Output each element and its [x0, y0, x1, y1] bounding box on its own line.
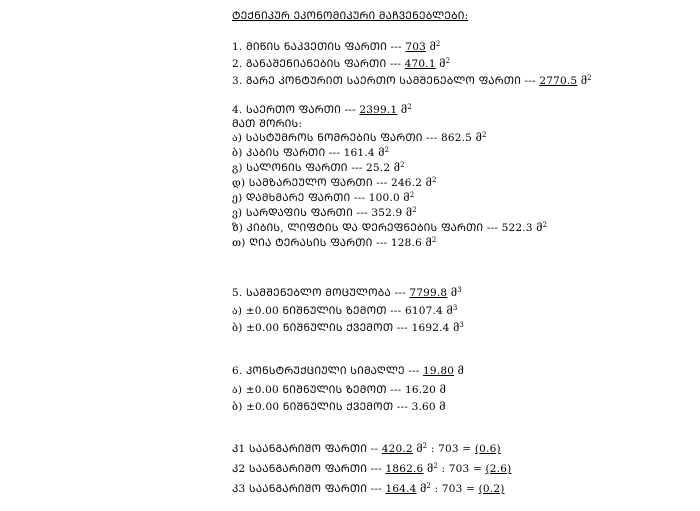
area-line	[232, 58, 450, 70]
unit: მ	[453, 322, 460, 334]
coefficient-label: Კ1 ᲡᲐᲐᲜᲒᲐᲠᲘᲨᲝ ᲤᲐᲠᲗᲘ --	[232, 443, 379, 455]
height-item-value: 16.20	[404, 384, 437, 396]
breakdown-line	[232, 162, 405, 174]
volume-item-value: 1692.4	[411, 322, 450, 334]
unit: მ	[457, 365, 465, 377]
unit: მ	[475, 132, 482, 144]
coefficient-result: (0.6)	[474, 443, 501, 455]
area-label: 1. ᲛᲘᲬᲘᲡ ᲜᲐᲙᲕᲔᲗᲘᲡ ᲤᲐᲠᲗᲘ ---	[232, 41, 402, 53]
breakdown-value: 352.9	[371, 207, 403, 219]
breakdown-value: 246.2	[391, 177, 423, 189]
unit: მ	[450, 287, 458, 299]
unit-exponent: 3	[457, 286, 462, 294]
unit-exponent: 2	[409, 191, 415, 199]
unit-exponent: 2	[445, 57, 451, 65]
area-value: 2770.5	[539, 75, 578, 87]
breakdown-value: 25.2	[366, 162, 391, 174]
height-line	[232, 365, 464, 377]
coefficient-area: 164.4	[385, 483, 417, 495]
unit-exponent: 2	[431, 236, 437, 244]
height-value: 19.80	[423, 365, 455, 377]
breakdown-value: 522.3	[501, 222, 533, 234]
unit: მ	[425, 237, 432, 249]
height-item-line	[232, 401, 446, 413]
breakdown-line	[232, 192, 414, 204]
coefficient-result: (2.6)	[485, 463, 512, 475]
coefficient-divisor: : 703 =	[430, 443, 472, 455]
coefficient-line	[232, 463, 511, 475]
unit-exponent: 2	[422, 442, 428, 450]
total-area-label: 4. ᲡᲐᲔᲠᲗᲝ ᲤᲐᲠᲗᲘ ---	[232, 104, 356, 116]
unit-exponent: 2	[542, 221, 548, 229]
breakdown-line	[232, 177, 437, 189]
unit-exponent: 2	[407, 103, 412, 111]
including-label: ᲛᲐᲗ ᲨᲝᲠᲘᲡ:	[232, 118, 303, 130]
unit-exponent: 3	[452, 304, 458, 312]
breakdown-line	[232, 132, 487, 144]
unit: მ	[403, 192, 410, 204]
area-label: 3. ᲒᲐᲠᲔ ᲙᲝᲜᲢᲣᲠᲘᲗ ᲡᲐᲔᲠᲗᲝ ᲡᲐᲛᲨᲔᲜᲔᲑᲚᲝ ᲤᲐᲠᲗᲘ ---	[232, 75, 536, 87]
volume-label: 5. ᲡᲐᲛᲨᲔᲜᲔᲑᲚᲝ ᲛᲝᲪᲣᲚᲝᲑᲐ ---	[232, 287, 406, 299]
area-value: 703	[405, 41, 427, 53]
coefficient-label: Კ2 ᲡᲐᲐᲜᲒᲐᲠᲘᲨᲝ ᲤᲐᲠᲗᲘ ---	[232, 463, 382, 475]
volume-item-line	[232, 305, 458, 317]
breakdown-label: ბ) ᲙᲐᲑᲘᲡ ᲤᲐᲠᲗᲘ ---	[232, 147, 341, 159]
coefficient-area: 1862.6	[385, 463, 424, 475]
area-line	[232, 75, 592, 87]
volume-value: 7799.8	[409, 287, 448, 299]
document-title: ᲢᲔᲥᲜᲘᲙᲣᲠ ᲔᲙᲝᲜᲝᲛᲘᲙᲣᲠᲘ ᲛᲐᲩᲕᲔᲜᲔᲑᲚᲔᲑᲘ:	[232, 10, 469, 22]
unit-exponent: 2	[432, 176, 437, 184]
unit-exponent: 3	[459, 321, 465, 329]
breakdown-line	[232, 207, 417, 219]
coefficient-area: 420.2	[381, 443, 413, 455]
unit: მ	[536, 222, 543, 234]
breakdown-label: ზ) ᲙᲘᲑᲘᲡ, ᲚᲘᲤᲢᲘᲡ ᲓᲐ ᲓᲔᲠᲔᲤᲜᲔᲑᲘᲡ ᲤᲐᲠᲗᲘ ---	[232, 222, 499, 234]
unit-exponent: 2	[433, 462, 438, 470]
coefficient-result: (0.2)	[478, 483, 505, 495]
unit: მ	[426, 463, 434, 475]
unit: მ	[439, 384, 446, 396]
volume-item-label: ა) ±0.00 ᲜᲘᲨᲜᲣᲚᲘᲡ ᲖᲔᲛᲝᲗ ---	[232, 305, 402, 317]
breakdown-value: 128.6	[390, 237, 422, 249]
unit: მ	[405, 207, 413, 219]
height-label: 6. ᲙᲝᲜᲡᲢᲠᲣᲥᲪᲘᲣᲚᲘ ᲡᲘᲛᲐᲦᲚᲔ ---	[232, 365, 420, 377]
unit: მ	[400, 104, 408, 116]
area-value: 470.1	[404, 58, 436, 70]
breakdown-value: 161.4	[343, 147, 375, 159]
total-area-value: 2399.1	[359, 104, 398, 116]
breakdown-label: ვ) ᲡᲐᲠᲓᲐᲤᲘᲡ ᲤᲐᲠᲗᲘ ---	[232, 207, 368, 219]
unit: მ	[439, 401, 446, 413]
breakdown-label: ა) ᲡᲐᲡᲢᲣᲛᲠᲝᲡ ᲜᲝᲛᲠᲔᲑᲘᲡ ᲤᲐᲠᲗᲘ ---	[232, 132, 438, 144]
volume-item-label: ბ) ±0.00 ᲜᲘᲨᲜᲣᲚᲘᲡ ᲥᲕᲔᲛᲝᲗ ---	[232, 322, 409, 334]
total-area-line	[232, 104, 412, 116]
unit-exponent: 2	[400, 161, 405, 169]
breakdown-label: დ) ᲡᲐᲛᲖᲐᲠᲔᲣᲚᲝ ᲤᲐᲠᲗᲘ ---	[232, 177, 388, 189]
unit: მ	[420, 483, 427, 495]
breakdown-value: 100.0	[368, 192, 400, 204]
height-item-line	[232, 384, 446, 396]
coefficient-label: Კ3 ᲡᲐᲐᲜᲒᲐᲠᲘᲨᲝ ᲤᲐᲠᲗᲘ ---	[232, 483, 382, 495]
breakdown-label: თ) ᲦᲘᲐ ᲢᲔᲠᲐᲡᲘᲡ ᲤᲐᲠᲗᲘ ---	[232, 237, 388, 249]
unit-exponent: 2	[587, 74, 592, 82]
unit-exponent: 2	[426, 482, 432, 490]
unit: მ	[393, 162, 401, 174]
breakdown-label: ე) ᲓᲐᲛᲮᲛᲐᲠᲔ ᲤᲐᲠᲗᲘ ---	[232, 192, 366, 204]
volume-item-line	[232, 322, 464, 334]
height-item-value: 3.60	[411, 401, 436, 413]
coefficient-divisor: : 703 =	[434, 483, 476, 495]
coefficient-line	[232, 483, 505, 495]
unit: მ	[446, 305, 453, 317]
area-line	[232, 41, 441, 53]
unit: მ	[429, 41, 436, 53]
volume-line	[232, 287, 462, 299]
unit: მ	[378, 147, 385, 159]
breakdown-value: 862.5	[440, 132, 473, 144]
height-item-label: ა) ±0.00 ᲜᲘᲨᲜᲣᲚᲘᲡ ᲖᲔᲛᲝᲗ ---	[232, 384, 402, 396]
unit: მ	[416, 443, 423, 455]
breakdown-line	[232, 147, 389, 159]
unit: მ	[439, 58, 446, 70]
unit: მ	[580, 75, 588, 87]
breakdown-line	[232, 222, 547, 234]
coefficient-divisor: : 703 =	[441, 463, 482, 475]
breakdown-line	[232, 237, 437, 249]
unit-exponent: 2	[384, 146, 390, 154]
height-item-label: ბ) ±0.00 ᲜᲘᲨᲜᲣᲚᲘᲡ ᲥᲕᲔᲛᲝᲗ ---	[232, 401, 409, 413]
unit-exponent: 2	[481, 131, 487, 139]
unit-exponent: 2	[435, 40, 441, 48]
coefficient-line	[232, 443, 501, 455]
unit-exponent: 2	[412, 206, 417, 214]
unit: მ	[425, 177, 433, 189]
area-label: 2. ᲒᲐᲜᲐᲨᲔᲜᲘᲐᲜᲔᲑᲘᲡ ᲤᲐᲠᲗᲘ ---	[232, 58, 402, 70]
breakdown-label: გ) ᲡᲐᲚᲝᲜᲘᲡ ᲤᲐᲠᲗᲘ ---	[232, 162, 363, 174]
volume-item-value: 6107.4	[404, 305, 443, 317]
